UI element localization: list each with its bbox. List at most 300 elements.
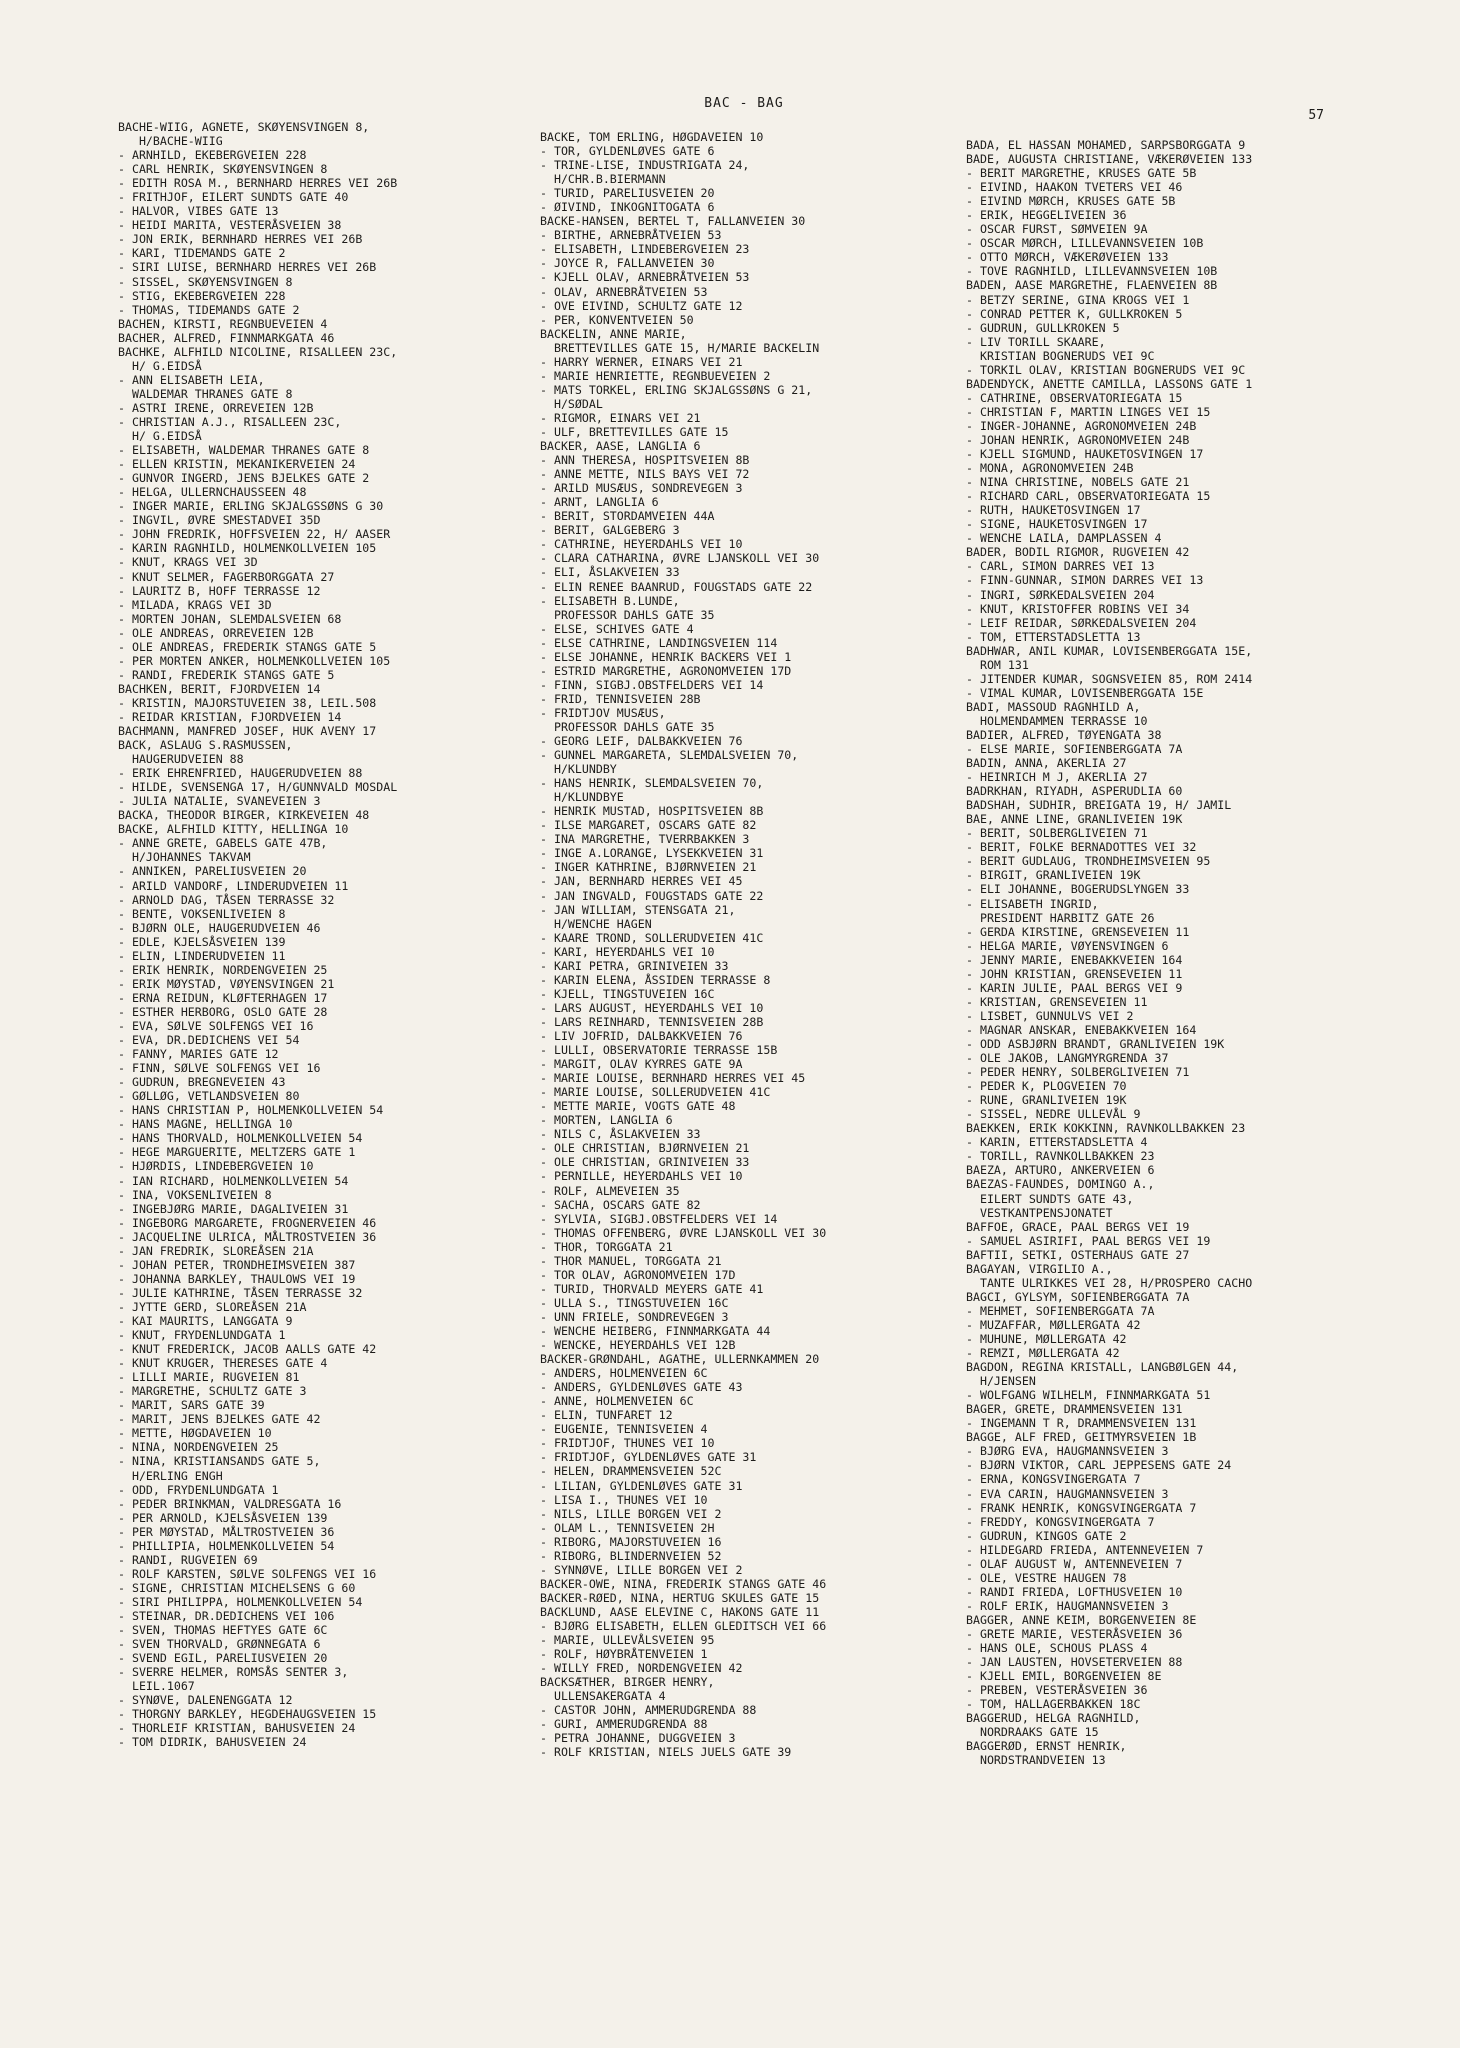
directory-entry: - OLE, VESTRE HAUGEN 78 (966, 1570, 1127, 1585)
directory-entry: - ELI, ÅSLAKVEIEN 33 (540, 565, 680, 580)
directory-entry: - VIMAL KUMAR, LOVISENBERGGATA 15E (966, 685, 1204, 700)
directory-entry: - FINN, SØLVE SOLFENGS VEI 16 (118, 1061, 321, 1076)
directory-entry: - INGEBORG MARGARETE, FROGNERVEIEN 46 (118, 1215, 377, 1230)
directory-entry: - JON ERIK, BERNHARD HERRES VEI 26B (118, 232, 363, 247)
directory-entry: - OLE JAKOB, LANGMYRGRENDA 37 (966, 1051, 1169, 1066)
directory-entry: - ANDERS, HOLMENVEIEN 6C (540, 1366, 708, 1381)
directory-entry: - KNUT FREDERICK, JACOB AALLS GATE 42 (118, 1342, 377, 1357)
directory-entry: PRESIDENT HARBITZ GATE 26 (966, 910, 1155, 925)
directory-entry: - KJELL SIGMUND, HAUKETOSVINGEN 17 (966, 447, 1204, 462)
directory-entry: - JOHN KRISTIAN, GRENSEVEIEN 11 (966, 966, 1183, 981)
directory-entry: - SVEN THORVALD, GRØNNEGATA 6 (118, 1637, 321, 1652)
directory-entry: - ELSE CATHRINE, LANDINGSVEIEN 114 (540, 635, 778, 650)
directory-entry: - INA, VOKSENLIVEIEN 8 (118, 1187, 272, 1202)
directory-entry: - LULLI, OBSERVATORIE TERRASSE 15B (540, 1043, 778, 1058)
directory-entry: - KARIN JULIE, PAAL BERGS VEI 9 (966, 980, 1183, 995)
directory-entry: BRETTEVILLES GATE 15, H/MARIE BACKELIN (540, 340, 820, 355)
directory-entry: - ELSE MARIE, SOFIENBERGGATA 7A (966, 742, 1183, 757)
directory-entry: - HILDEGARD FRIEDA, ANTENNEVEIEN 7 (966, 1542, 1204, 1557)
directory-entry: - EIVIND MØRCH, KRUSES GATE 5B (966, 194, 1176, 209)
directory-entry: - BENTE, VOKSENLIVEIEN 8 (118, 906, 286, 921)
directory-entry: LEIL.1067 (118, 1679, 195, 1694)
directory-entry: - CATHRINE, HEYERDAHLS VEI 10 (540, 537, 743, 552)
directory-entry: - OLE CHRISTIAN, GRINIVEIEN 33 (540, 1155, 750, 1170)
directory-entry: - RANDI, RUGVEIEN 69 (118, 1552, 258, 1567)
directory-entry: - ARILD VANDORF, LINDERUDVEIEN 11 (118, 878, 349, 893)
directory-entry: - ELIN, LINDERUDVEIEN 11 (118, 948, 286, 963)
directory-entry: - KAI MAURITS, LANGGATA 9 (118, 1313, 293, 1328)
directory-entry: KRISTIAN BOGNERUDS VEI 9C (966, 348, 1155, 363)
directory-entry: - CHRISTIAN F, MARTIN LINGES VEI 15 (966, 404, 1211, 419)
directory-entry: - PER, KONVENTVEIEN 50 (540, 312, 694, 327)
directory-entry: BAEZAS-FAUNDES, DOMINGO A., (966, 1177, 1155, 1192)
directory-entry: BACKER, AASE, LANGLIA 6 (540, 439, 701, 454)
directory-entry: ROM 131 (966, 657, 1029, 672)
directory-entry: BACKLUND, AASE ELEVINE C, HAKONS GATE 11 (540, 1604, 820, 1619)
directory-entry: - NILS C, ÅSLAKVEIEN 33 (540, 1127, 701, 1142)
directory-entry: - SVEN, THOMAS HEFTYES GATE 6C (118, 1623, 328, 1638)
directory-entry: H/ G.EIDSÅ (118, 358, 202, 373)
directory-entry: BADENDYCK, ANETTE CAMILLA, LASSONS GATE 1 (966, 376, 1253, 391)
directory-entry: BACKELIN, ANNE MARIE, (540, 326, 687, 341)
directory-entry: BACKSÆTHER, BIRGER HENRY, (540, 1675, 715, 1690)
directory-entry: - LARS REINHARD, TENNISVEIEN 28B (540, 1014, 764, 1029)
directory-entry: BADIER, ALFRED, TØYENGATA 38 (966, 727, 1162, 742)
directory-entry: BAGGERUD, HELGA RAGNHILD, (966, 1711, 1141, 1726)
directory-entry: PROFESSOR DAHLS GATE 35 (540, 719, 715, 734)
directory-entry: BAGCI, GYLSYM, SOFIENBERGGATA 7A (966, 1289, 1190, 1304)
directory-entry: - MARGRETHE, SCHULTZ GATE 3 (118, 1384, 307, 1399)
directory-entry: - SIRI PHILIPPA, HOLMENKOLLVEIEN 54 (118, 1594, 363, 1609)
directory-entry: - OTTO MØRCH, VÆKERØVEIEN 133 (966, 250, 1169, 265)
directory-entry: - CARL HENRIK, SKØYENSVINGEN 8 (118, 162, 328, 177)
directory-entry: - EDITH ROSA M., BERNHARD HERRES VEI 26B (118, 176, 398, 191)
directory-entry: - BIRTHE, ARNEBRÅTVEIEN 53 (540, 228, 722, 243)
directory-entry: - FRIDTJOV MUSÆUS, (540, 705, 666, 720)
directory-entry: BAEZA, ARTURO, ANKERVEIEN 6 (966, 1163, 1155, 1178)
directory-entry: - FREDDY, KONGSVINGERGATA 7 (966, 1514, 1155, 1529)
directory-entry: - ERIK, HEGGELIVEIEN 36 (966, 208, 1127, 223)
directory-entry: - RUTH, HAUKETOSVINGEN 17 (966, 503, 1141, 518)
column-2 (540, 130, 945, 1759)
directory-entry: - ARILD MUSÆUS, SONDREVEGEN 3 (540, 481, 743, 496)
directory-entry: - SVERRE HELMER, ROMSÅS SENTER 3, (118, 1665, 349, 1680)
directory-entry: - ELISABETH INGRID, (966, 896, 1099, 911)
directory-entry: - ULLA S., TINGSTUVEIEN 16C (540, 1295, 729, 1310)
directory-entry: - NINA CHRISTINE, NOBELS GATE 21 (966, 475, 1190, 490)
directory-entry: - THOR MANUEL, TORGGATA 21 (540, 1253, 722, 1268)
directory-entry: - OLAV, ARNEBRÅTVEIEN 53 (540, 284, 708, 299)
directory-entry: - ELIN RENEE BAANRUD, FOUGSTADS GATE 22 (540, 579, 813, 594)
directory-entry: - BERIT GUDLAUG, TRONDHEIMSVEIEN 95 (966, 854, 1211, 869)
directory-entry: - ANDERS, GYLDENLØVES GATE 43 (540, 1380, 743, 1395)
directory-entry: ULLENSAKERGATA 4 (540, 1689, 666, 1704)
directory-entry: BACKER-OWE, NINA, FREDERIK STANGS GATE 46 (540, 1576, 827, 1591)
directory-entry: - LISA I., THUNES VEI 10 (540, 1492, 708, 1507)
directory-entry: - OLE CHRISTIAN, BJØRNVEIEN 21 (540, 1141, 750, 1156)
directory-entry: - MARIE LOUISE, SOLLERUDVEIEN 41C (540, 1085, 771, 1100)
directory-entry: - ELISABETH B.LUNDE, (540, 593, 680, 608)
directory-entry: H/ERLING ENGH (118, 1468, 223, 1483)
directory-entry: BAGGERØD, ERNST HENRIK, (966, 1739, 1127, 1754)
directory-entry: - JYTTE GERD, SLOREÅSEN 21A (118, 1299, 307, 1314)
directory-entry: - ANNIKEN, PARELIUSVEIEN 20 (118, 864, 307, 879)
directory-entry: - BETZY SERINE, GINA KROGS VEI 1 (966, 292, 1190, 307)
directory-entry: - ELLEN KRISTIN, MEKANIKERVEIEN 24 (118, 457, 356, 472)
directory-entry: - ARNOLD DAG, TÅSEN TERRASSE 32 (118, 892, 335, 907)
directory-entry: H/SØDAL (540, 396, 603, 411)
directory-entry: - EVA, SØLVE SOLFENGS VEI 16 (118, 1019, 314, 1033)
directory-entry: BACKER-GRØNDAHL, AGATHE, ULLERNKAMMEN 20 (540, 1352, 820, 1367)
directory-entry: VESTKANTPENSJONATET (966, 1205, 1113, 1220)
directory-entry: - JAN, BERNHARD HERRES VEI 45 (540, 874, 743, 889)
directory-entry: - ELIN, TUNFARET 12 (540, 1408, 673, 1423)
directory-entry: HOLMENDAMMEN TERRASSE 10 (966, 713, 1148, 728)
directory-entry: - HEIDI MARITA, VESTERÅSVEIEN 38 (118, 218, 342, 233)
directory-entry: - ODD ASBJØRN BRANDT, GRANLIVEIEN 19K (966, 1037, 1225, 1051)
directory-entry: - JAN FREDRIK, SLOREÅSEN 21A (118, 1243, 314, 1258)
directory-entry: - KARIN ELENA, ÅSSIDEN TERRASSE 8 (540, 972, 771, 987)
directory-entry: - BERIT, SOLBERGLIVEIEN 71 (966, 826, 1148, 841)
directory-entry: - ARNHILD, EKEBERGVEIEN 228 (118, 148, 307, 163)
directory-entry: BACHKEN, BERIT, FJORDVEIEN 14 (118, 681, 321, 696)
directory-entry: BAGGE, ALF FRED, GEITMYRSVEIEN 1B (966, 1430, 1197, 1445)
directory-entry: - EUGENIE, TENNISVEIEN 4 (540, 1422, 708, 1437)
directory-entry: - THOMAS OFFENBERG, ØVRE LJANSKOLL VEI 30 (540, 1225, 827, 1240)
directory-entry: - FRIDTJOF, GYLDENLØVES GATE 31 (540, 1450, 757, 1465)
directory-entry: BACK, ASLAUG S.RASMUSSEN, (118, 738, 293, 753)
directory-entry: - SAMUEL ASIRIFI, PAAL BERGS VEI 19 (966, 1233, 1211, 1248)
directory-entry: - HILDE, SVENSENGA 17, H/GUNNVALD MOSDAL (118, 780, 398, 795)
directory-entry: NORDSTRANDVEIEN 13 (966, 1753, 1106, 1768)
directory-entry: - EDLE, KJELSÅSVEIEN 139 (118, 934, 286, 949)
directory-entry: H/JOHANNES TAKVAM (118, 850, 251, 865)
directory-entry: - JOHANNA BARKLEY, THAULOWS VEI 19 (118, 1271, 356, 1286)
directory-entry: - PREBEN, VESTERÅSVEIEN 36 (966, 1683, 1148, 1698)
directory-entry: - INGER MARIE, ERLING SKJALGSSØNS G 30 (118, 499, 384, 514)
directory-entry: - CARL, SIMON DARRES VEI 13 (966, 559, 1155, 574)
directory-entry: - EVA CARIN, HAUGMANNSVEIEN 3 (966, 1486, 1169, 1501)
directory-entry: - IAN RICHARD, HOLMENKOLLVEIEN 54 (118, 1173, 349, 1188)
directory-entry: - FRANK HENRIK, KONGSVINGERGATA 7 (966, 1500, 1197, 1515)
directory-entry: - LIV JOFRID, DALBAKKVEIEN 76 (540, 1029, 743, 1043)
directory-entry: H/WENCHE HAGEN (540, 916, 652, 931)
directory-entry: - ELI JOHANNE, BOGERUDSLYNGEN 33 (966, 882, 1190, 897)
page-number: 57 (1308, 108, 1324, 123)
directory-entry: BADSHAH, SUDHIR, BREIGATA 19, H/ JAMIL (966, 798, 1232, 813)
directory-entry: BACKE, ALFHILD KITTY, HELLINGA 10 (118, 822, 349, 837)
directory-entry: - JULIE KATHRINE, TÅSEN TERRASSE 32 (118, 1285, 363, 1300)
directory-entry: - TOR, GYLDENLØVES GATE 6 (540, 144, 715, 159)
directory-entry: - SIGNE, CHRISTIAN MICHELSENS G 60 (118, 1580, 356, 1595)
directory-entry: - ANN THERESA, HOSPITSVEIEN 8B (540, 453, 750, 468)
directory-entry: - INGEMANN T R, DRAMMENSVEIEN 131 (966, 1416, 1197, 1431)
directory-entry: - ERIK MØYSTAD, VØYENSVINGEN 21 (118, 976, 335, 991)
directory-entry: - OLE ANDREAS, ORREVEIEN 12B (118, 625, 314, 640)
directory-entry: - EIVIND, HAAKON TVETERS VEI 46 (966, 180, 1183, 195)
directory-entry: - CLARA CATHARINA, ØVRE LJANSKOLL VEI 30 (540, 551, 820, 566)
directory-entry: - SYNNØVE, LILLE BORGEN VEI 2 (540, 1562, 743, 1577)
directory-entry: - JOHAN PETER, TRONDHEIMSVEIEN 387 (118, 1257, 356, 1272)
directory-entry: - MORTEN JOHAN, SLEMDALSVEIEN 68 (118, 611, 342, 626)
directory-entry: - OVE EIVIND, SCHULTZ GATE 12 (540, 298, 743, 313)
directory-entry: - KARIN RAGNHILD, HOLMENKOLLVEIEN 105 (118, 541, 377, 556)
directory-entry: - MARIE LOUISE, BERNHARD HERRES VEI 45 (540, 1071, 806, 1086)
directory-entry: - GEORG LEIF, DALBAKKVEIEN 76 (540, 734, 743, 749)
directory-entry: - BERIT MARGRETHE, KRUSES GATE 5B (966, 166, 1197, 181)
directory-entry: - BJØRG EVA, HAUGMANNSVEIEN 3 (966, 1444, 1169, 1459)
directory-entry: - LILIAN, GYLDENLØVES GATE 31 (540, 1478, 743, 1493)
directory-entry: - REMZI, MØLLERGATA 42 (966, 1346, 1120, 1361)
directory-entry: - RUNE, GRANLIVEIEN 19K (966, 1093, 1127, 1108)
directory-entry: - THORLEIF KRISTIAN, BAHUSVEIEN 24 (118, 1721, 356, 1736)
directory-entry: - KARI PETRA, GRINIVEIEN 33 (540, 958, 729, 973)
directory-entry: BADIN, ANNA, AKERLIA 27 (966, 756, 1127, 771)
directory-entry: BACHE-WIIG, AGNETE, SKØYENSVINGEN 8, (118, 120, 370, 134)
directory-entry: - JAN INGVALD, FOUGSTADS GATE 22 (540, 888, 764, 903)
directory-entry: - ANNE, HOLMENVEIEN 6C (540, 1394, 694, 1409)
directory-entry: - SVEND EGIL, PARELIUSVEIEN 20 (118, 1651, 328, 1666)
directory-entry: - LEIF REIDAR, SØRKEDALSVEIEN 204 (966, 615, 1197, 630)
directory-entry: - GRETE MARIE, VESTERÅSVEIEN 36 (966, 1626, 1183, 1641)
directory-entry: - CASTOR JOHN, AMMERUDGRENDA 88 (540, 1703, 757, 1718)
directory-entry: - BERIT, GALGEBERG 3 (540, 523, 680, 538)
directory-entry: EILERT SUNDTS GATE 43, (966, 1191, 1134, 1206)
directory-entry: - KARIN, ETTERSTADSLETTA 4 (966, 1135, 1148, 1150)
directory-entry: - GUDRUN, KINGOS GATE 2 (966, 1528, 1127, 1543)
directory-entry: H/CHR.B.BIERMANN (540, 172, 666, 187)
directory-entry: - BERIT, STORDAMVEIEN 44A (540, 509, 715, 524)
directory-entry: BADHWAR, ANIL KUMAR, LOVISENBERGGATA 15E, (966, 643, 1253, 658)
directory-entry: - ANNE METTE, NILS BAYS VEI 72 (540, 467, 750, 482)
directory-entry: - MARIT, SARS GATE 39 (118, 1398, 265, 1413)
directory-entry: H/ G.EIDSÅ (118, 429, 202, 444)
directory-entry: - OSCAR FURST, SØMVEIEN 9A (966, 222, 1148, 237)
directory-entry: - PER ARNOLD, KJELSÅSVEIEN 139 (118, 1510, 328, 1525)
directory-entry: - BIRGIT, GRANLIVEIEN 19K (966, 868, 1141, 883)
directory-entry: BACKE-HANSEN, BERTEL T, FALLANVEIEN 30 (540, 214, 806, 229)
directory-entry: - JACQUELINE ULRICA, MÅLTROSTVEIEN 36 (118, 1229, 377, 1244)
directory-entry: - GUNVOR INGERD, JENS BJELKES GATE 2 (118, 471, 370, 486)
directory-entry: - ERIK HENRIK, NORDENGVEIEN 25 (118, 962, 328, 977)
directory-entry: - NILS, LILLE BORGEN VEI 2 (540, 1506, 722, 1521)
directory-entry: BAGER, GRETE, DRAMMENSVEIEN 131 (966, 1402, 1183, 1417)
directory-entry: BACKE, TOM ERLING, HØGDAVEIEN 10 (540, 130, 764, 144)
directory-entry: - OLAF AUGUST W, ANTENNEVEIEN 7 (966, 1556, 1183, 1571)
directory-entry: - TORKIL OLAV, KRISTIAN BOGNERUDS VEI 9C (966, 362, 1246, 377)
directory-entry: - ØIVIND, INKOGNITOGATA 6 (540, 200, 715, 215)
directory-entry: - WENCHE HEIBERG, FINNMARKGATA 44 (540, 1323, 771, 1338)
directory-entry: - ULF, BRETTEVILLES GATE 15 (540, 424, 729, 439)
directory-entry: - MONA, AGRONOMVEIEN 24B (966, 461, 1134, 476)
directory-entry: - INGRI, SØRKEDALSVEIEN 204 (966, 587, 1155, 602)
directory-entry: - HANS HENRIK, SLEMDALSVEIEN 70, (540, 776, 764, 791)
directory-entry: - ROLF, HØYBRÅTENVEIEN 1 (540, 1647, 708, 1662)
directory-entry: - LAURITZ B, HOFF TERRASSE 12 (118, 583, 321, 598)
directory-entry: - ROLF ERIK, HAUGMANNSVEIEN 3 (966, 1598, 1169, 1613)
directory-entry: - MARIT, JENS BJELKES GATE 42 (118, 1412, 321, 1427)
directory-entry: - MAGNAR ANSKAR, ENEBAKKVEIEN 164 (966, 1022, 1197, 1037)
directory-entry: - KRISTIN, MAJORSTUVEIEN 38, LEIL.508 (118, 695, 377, 710)
directory-entry: WALDEMAR THRANES GATE 8 (118, 386, 293, 401)
directory-entry: BADA, EL HASSAN MOHAMED, SARPSBORGGATA 9 (966, 138, 1246, 152)
directory-entry: - INGVIL, ØVRE SMESTADVEI 35D (118, 513, 321, 528)
directory-entry: - OLE ANDREAS, FREDERIK STANGS GATE 5 (118, 639, 377, 654)
directory-entry: BAFFOE, GRACE, PAAL BERGS VEI 19 (966, 1219, 1190, 1234)
directory-entry: - ERNA, KONGSVINGERGATA 7 (966, 1472, 1141, 1487)
directory-entry: - ELISABETH, LINDEBERGVEIEN 23 (540, 242, 750, 257)
directory-entry: - KJELL EMIL, BORGENVEIEN 8E (966, 1669, 1162, 1684)
directory-entry: BACKER-RØED, NINA, HERTUG SKULES GATE 15 (540, 1590, 820, 1605)
directory-entry: - ESTRID MARGRETHE, AGRONOMVEIEN 17D (540, 663, 792, 678)
page-header: BAC - BAG (704, 96, 784, 111)
directory-entry: BAGDON, REGINA KRISTALL, LANGBØLGEN 44, (966, 1360, 1239, 1375)
directory-entry: - RIBORG, BLINDERNVEIEN 52 (540, 1548, 722, 1563)
directory-entry: - STIG, EKEBERGVEIEN 228 (118, 288, 286, 303)
directory-entry: - TOVE RAGNHILD, LILLEVANNSVEIEN 10B (966, 264, 1218, 279)
directory-entry: - MORTEN, LANGLIA 6 (540, 1113, 673, 1128)
directory-entry: - JAN LAUSTEN, HOVSETERVEIEN 88 (966, 1655, 1183, 1670)
directory-entry: BAEKKEN, ERIK KOKKINN, RAVNKOLLBAKKEN 23 (966, 1121, 1246, 1136)
directory-entry: - TOR OLAV, AGRONOMVEIEN 17D (540, 1267, 736, 1282)
directory-entry: - BERIT, FOLKE BERNADOTTES VEI 32 (966, 840, 1197, 855)
directory-entry: - EVA, DR.DEDICHENS VEI 54 (118, 1033, 300, 1048)
directory-entry: - CONRAD PETTER K, GULLKROKEN 5 (966, 306, 1183, 321)
directory-entry: - ELISABETH, WALDEMAR THRANES GATE 8 (118, 443, 370, 458)
directory-entry: - ROLF, ALMEVEIEN 35 (540, 1183, 680, 1198)
directory-entry: - OLAM L., TENNISVEIEN 2H (540, 1520, 715, 1535)
directory-entry: - HANS OLE, SCHOUS PLASS 4 (966, 1641, 1148, 1656)
directory-entry: - ELSE JOHANNE, HENRIK BACKERS VEI 1 (540, 649, 792, 664)
directory-entry: BADI, MASSOUD RAGNHILD A, (966, 699, 1141, 714)
directory-entry: - HANS CHRISTIAN P, HOLMENKOLLVEIEN 54 (118, 1103, 384, 1118)
directory-entry: - LARS AUGUST, HEYERDAHLS VEI 10 (540, 1000, 764, 1015)
directory-entry: - ODD, FRYDENLUNDGATA 1 (118, 1482, 279, 1497)
directory-entry: - CHRISTIAN A.J., RISALLEEN 23C, (118, 414, 342, 429)
directory-entry: - FANNY, MARIES GATE 12 (118, 1047, 279, 1062)
directory-entry: - GUNNEL MARGARETA, SLEMDALSVEIEN 70, (540, 748, 799, 763)
directory-entry: BADEN, AASE MARGRETHE, FLAENVEIEN 8B (966, 278, 1218, 293)
directory-entry: - MEHMET, SOFIENBERGGATA 7A (966, 1303, 1155, 1318)
directory-entry: BACHER, ALFRED, FINNMARKGATA 46 (118, 330, 335, 345)
directory-entry: - CATHRINE, OBSERVATORIEGATA 15 (966, 390, 1183, 405)
directory-entry: - INGER-JOHANNE, AGRONOMVEIEN 24B (966, 418, 1197, 433)
directory-entry: - ROLF KARSTEN, SØLVE SOLFENGS VEI 16 (118, 1566, 377, 1581)
directory-entry: - PEDER HENRY, SOLBERGLIVEIEN 71 (966, 1065, 1190, 1080)
directory-entry: - PEDER BRINKMAN, VALDRESGATA 16 (118, 1496, 342, 1511)
directory-entry: - RANDI, FREDERIK STANGS GATE 5 (118, 667, 335, 682)
directory-entry: - KAARE TROND, SOLLERUDVEIEN 41C (540, 930, 764, 945)
directory-entry: - ELSE, SCHIVES GATE 4 (540, 621, 694, 636)
directory-entry: - HENRIK MUSTAD, HOSPITSVEIEN 8B (540, 804, 764, 819)
directory-entry: - SIGNE, HAUKETOSVINGEN 17 (966, 517, 1148, 532)
directory-entry: - JAN WILLIAM, STENSGATA 21, (540, 902, 736, 917)
directory-entry: - STEINAR, DR.DEDICHENS VEI 106 (118, 1608, 335, 1623)
directory-entry: - RIBORG, MAJORSTUVEIEN 16 (540, 1534, 722, 1549)
directory-entry: - KARI, HEYERDAHLS VEI 10 (540, 944, 715, 959)
directory-entry: - PER MØYSTAD, MÅLTROSTVEIEN 36 (118, 1524, 335, 1539)
directory-entry: - RICHARD CARL, OBSERVATORIEGATA 15 (966, 489, 1211, 504)
directory-entry: - MARIE, ULLEVÅLSVEIEN 95 (540, 1633, 715, 1648)
directory-entry: - ERIK EHRENFRIED, HAUGERUDVEIEN 88 (118, 766, 363, 781)
directory-entry: - HELEN, DRAMMENSVEIEN 52C (540, 1464, 722, 1479)
directory-entry: - MUZAFFAR, MØLLERGATA 42 (966, 1317, 1141, 1332)
directory-entry: - ESTHER HERBORG, OSLO GATE 28 (118, 1004, 328, 1019)
directory-entry: - KNUT, KRAGS VEI 3D (118, 555, 258, 570)
directory-entry: - ASTRI IRENE, ORREVEIEN 12B (118, 400, 314, 415)
directory-entry: - TRINE-LISE, INDUSTRIGATA 24, (540, 158, 750, 173)
directory-entry: - PETRA JOHANNE, DUGGVEIEN 3 (540, 1731, 736, 1746)
directory-entry: BADRKHAN, RIYADH, ASPERUDLIA 60 (966, 784, 1183, 799)
directory-entry: - WENCHE LAILA, DAMPLASSEN 4 (966, 531, 1162, 546)
directory-entry: - ILSE MARGARET, OSCARS GATE 82 (540, 818, 757, 833)
directory-entry: TANTE ULRIKKES VEI 28, H/PROSPERO CACHO (966, 1275, 1253, 1290)
directory-entry: - JULIA NATALIE, SVANEVEIEN 3 (118, 794, 321, 809)
directory-entry: BACHMANN, MANFRED JOSEF, HUK AVENY 17 (118, 724, 377, 739)
directory-entry: - FRIDTJOF, THUNES VEI 10 (540, 1436, 715, 1451)
directory-entry: - BJØRN OLE, HAUGERUDVEIEN 46 (118, 920, 321, 935)
directory-entry: - FINN-GUNNAR, SIMON DARRES VEI 13 (966, 573, 1204, 588)
directory-entry: - HANS THORVALD, HOLMENKOLLVEIEN 54 (118, 1131, 363, 1146)
directory-entry: - KJELL OLAV, ARNEBRÅTVEIEN 53 (540, 270, 750, 285)
directory-entry: - GUDRUN, GULLKROKEN 5 (966, 320, 1120, 335)
directory-entry: - LILLI MARIE, RUGVEIEN 81 (118, 1370, 300, 1385)
directory-entry: HAUGERUDVEIEN 88 (118, 752, 244, 767)
directory-entry: - THOR, TORGGATA 21 (540, 1239, 673, 1254)
directory-entry: - WENCKE, HEYERDAHLS VEI 12B (540, 1338, 736, 1353)
directory-entry: - KNUT, FRYDENLUNDGATA 1 (118, 1328, 286, 1343)
directory-entry: - PHILLIPIA, HOLMENKOLLVEIEN 54 (118, 1538, 335, 1553)
directory-entry: - RANDI FRIEDA, LOFTHUSVEIEN 10 (966, 1584, 1183, 1599)
directory-entry: BADE, AUGUSTA CHRISTIANE, VÆKERØVEIEN 133 (966, 152, 1253, 167)
directory-entry: - HELGA MARIE, VØYENSVINGEN 6 (966, 938, 1169, 953)
directory-entry: - SIRI LUISE, BERNHARD HERRES VEI 26B (118, 260, 377, 275)
directory-entry: - METTE, HØGDAVEIEN 10 (118, 1426, 272, 1441)
directory-entry: - LIV TORILL SKAARE, (966, 334, 1106, 349)
directory-entry: BAGAYAN, VIRGILIO A., (966, 1261, 1113, 1276)
column-1 (118, 120, 523, 1749)
directory-entry: - PEDER K, PLOGVEIEN 70 (966, 1079, 1127, 1094)
directory-page (104, 90, 1384, 1990)
directory-entry: BACHKE, ALFHILD NICOLINE, RISALLEEN 23C, (118, 344, 398, 359)
directory-entry: - THOMAS, TIDEMANDS GATE 2 (118, 302, 300, 317)
directory-entry: - INA MARGRETHE, TVERRBAKKEN 3 (540, 832, 750, 847)
directory-entry: - FRID, TENNISVEIEN 28B (540, 691, 701, 706)
directory-entry: - NINA, KRISTIANSANDS GATE 5, (118, 1454, 321, 1469)
directory-entry: - ANNE GRETE, GABELS GATE 47B, (118, 836, 328, 851)
directory-entry: - MILADA, KRAGS VEI 3D (118, 597, 272, 612)
directory-entry: - REIDAR KRISTIAN, FJORDVEIEN 14 (118, 709, 342, 724)
directory-entry: H/KLUNDBYE (540, 790, 624, 805)
directory-entry: BADER, BODIL RIGMOR, RUGVEIEN 42 (966, 545, 1190, 560)
directory-entry: - SISSEL, SKØYENSVINGEN 8 (118, 274, 293, 289)
directory-entry: - OSCAR MØRCH, LILLEVANNSVEIEN 10B (966, 236, 1204, 251)
directory-entry: - WOLFGANG WILHELM, FINNMARKGATA 51 (966, 1388, 1211, 1403)
directory-entry: - TOM, HALLAGERBAKKEN 18C (966, 1697, 1141, 1712)
directory-entry: - BJØRG ELISABETH, ELLEN GLEDITSCH VEI 66 (540, 1618, 827, 1633)
directory-entry: - UNN FRIELE, SONDREVEGEN 3 (540, 1309, 729, 1324)
directory-entry: - HEGE MARGUERITE, MELTZERS GATE 1 (118, 1145, 356, 1160)
directory-entry: - JITENDER KUMAR, SOGNSVEIEN 85, ROM 2414 (966, 671, 1253, 686)
directory-entry: - KNUT SELMER, FAGERBORGGATA 27 (118, 569, 335, 584)
directory-entry: - SYLVIA, SIGBJ.OBSTFELDERS VEI 14 (540, 1211, 778, 1226)
directory-entry: - NINA, NORDENGVEIEN 25 (118, 1440, 279, 1455)
directory-entry: - FRITHJOF, EILERT SUNDTS GATE 40 (118, 190, 349, 205)
directory-entry: - ERNA REIDUN, KLØFTERHAGEN 17 (118, 990, 328, 1005)
directory-entry: - INGEBJØRG MARIE, DAGALIVEIEN 31 (118, 1201, 349, 1216)
directory-entry: BAFTII, SETKI, OSTERHAUS GATE 27 (966, 1247, 1190, 1262)
directory-entry: - PERNILLE, HEYERDAHLS VEI 10 (540, 1169, 743, 1184)
